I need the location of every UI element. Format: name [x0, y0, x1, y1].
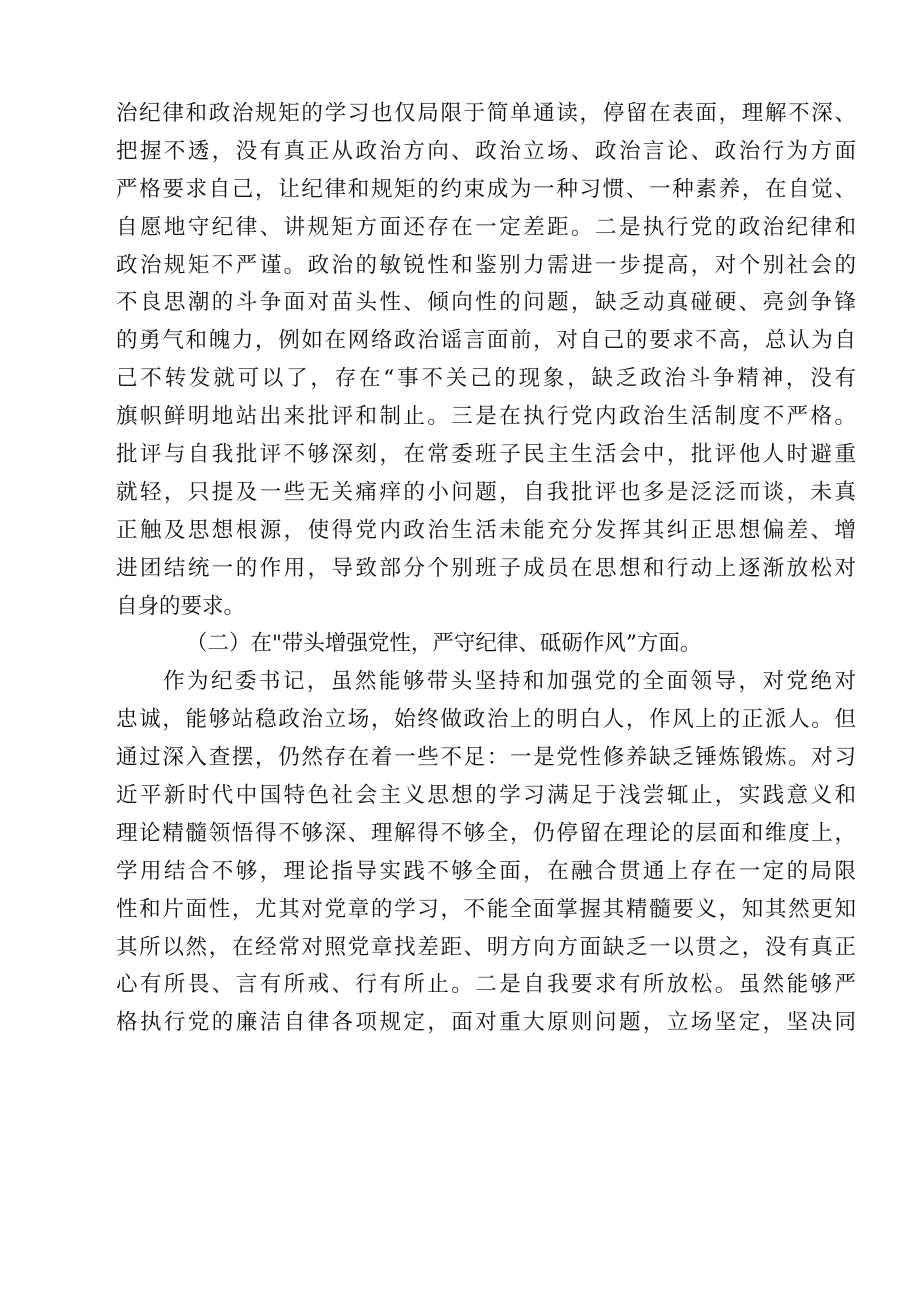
text-line: 其所以然，在经常对照党章找差距、明方向方面缺乏一以贯之，没有真正 — [116, 934, 856, 960]
text-line: 把握不透，没有真正从政治方向、政治立场、政治言论、政治行为方面 — [116, 138, 856, 164]
text-line: 进团结统一的作用，导致部分个别班子成员在思想和行动上逐渐放松对 — [116, 555, 856, 581]
text-line: 旗帜鲜明地站出来批评和制止。三是在执行党内政治生活制度不严格。 — [116, 404, 856, 430]
text-line: 学用结合不够，理论指导实践不够全面，在融合贯通上存在一定的局限 — [116, 858, 856, 884]
section-heading: （二）在"带头增强党性，严守纪律、砥砺作风”方面。 — [186, 631, 702, 657]
text-line: 批评与自我批评不够深刻，在常委班子民主生活会中，批评他人时避重 — [116, 442, 856, 468]
text-line: 自身的要求。 — [116, 593, 246, 619]
text-line: 自愿地守纪律、讲规矩方面还存在一定差距。二是执行党的政治纪律和 — [116, 214, 856, 240]
paragraph-2 — [116, 663, 856, 1042]
paragraph-1 — [116, 95, 856, 625]
text-line: 治纪律和政治规矩的学习也仅局限于简单通读，停留在表面，理解不深、 — [116, 101, 856, 126]
document-body — [116, 95, 856, 1042]
text-line: 近平新时代中国特色社会主义思想的学习满足于浅尝辄止，实践意义和 — [116, 783, 856, 809]
text-line: 心有所畏、言有所戒、行有所止。二是自我要求有所放松。虽然能够严 — [116, 972, 856, 998]
text-line: 忠诚，能够站稳政治立场，始终做政治上的明白人，作风上的正派人。但 — [116, 707, 856, 733]
text-line: 正触及思想根源，使得党内政治生活未能充分发挥其纠正思想偏差、增 — [116, 517, 856, 543]
text-line: 理论精髓领悟得不够深、理解得不够全，仍停留在理论的层面和维度上， — [116, 820, 856, 846]
text-line: 己不转发就可以了，存在“事不关己的现象，缺乏政治斗争精神，没有 — [116, 366, 856, 392]
text-line: 作为纪委书记，虽然能够带头坚持和加强党的全面领导，对党绝对 — [163, 669, 856, 695]
text-line: 政治规矩不严谨。政治的敏锐性和鉴别力需进一步提高，对个别社会的 — [116, 252, 856, 278]
text-line: 就轻，只提及一些无关痛痒的小问题，自我批评也多是泛泛而谈，未真 — [116, 479, 856, 505]
text-line: 不良思潮的斗争面对苗头性、倾向性的问题，缺乏动真碰硬、亮剑争锋 — [116, 290, 856, 316]
text-line: 性和片面性，尤其对党章的学习，不能全面掌握其精髓要义，知其然更知 — [116, 896, 856, 922]
text-line: 通过深入查摆，仍然存在着一些不足：一是党性修养缺乏锤炼锻炼。对习 — [116, 745, 856, 771]
text-line: 的勇气和魄力，例如在网络政治谣言面前，对自己的要求不高，总认为自 — [116, 328, 856, 354]
text-line: 格执行党的廉洁自律各项规定，面对重大原则问题，立场坚定，坚决同 — [116, 1010, 856, 1036]
text-line: 严格要求自己，让纪律和规矩的约束成为一种习惯、一种素养，在自觉、 — [116, 176, 856, 202]
